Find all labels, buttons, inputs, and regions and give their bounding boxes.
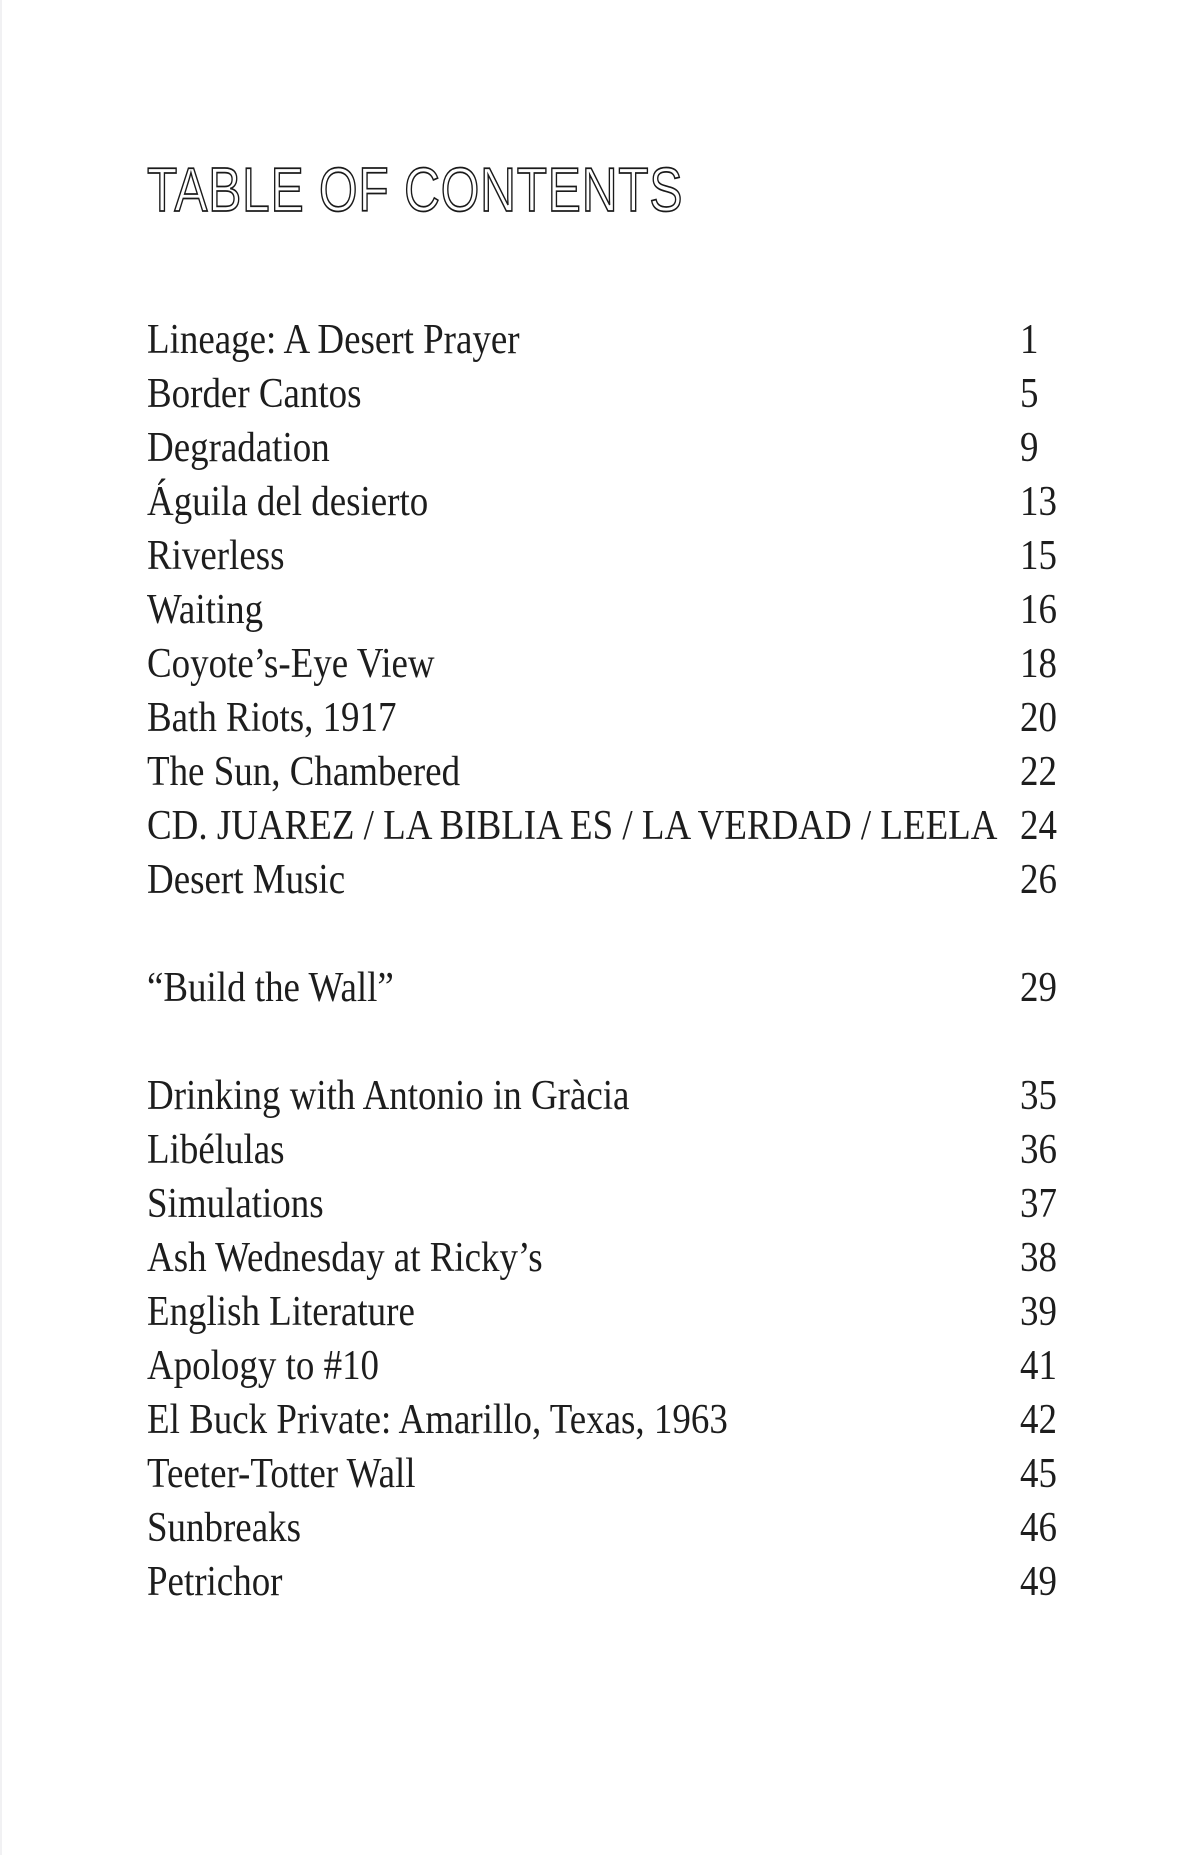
- entry-page-number: 49: [1020, 1559, 1057, 1605]
- toc-group-1: [147, 313, 1157, 907]
- entry-title: Coyote’s-Eye View: [147, 641, 435, 687]
- entry-title: Libélulas: [147, 1127, 285, 1173]
- entry-page-number: 45: [1020, 1451, 1057, 1497]
- toc-group-2: [147, 961, 1157, 1015]
- toc-group-3: [147, 1069, 1157, 1609]
- toc-entry: [147, 1393, 1157, 1447]
- toc-entry: [147, 367, 1157, 421]
- entry-page-number: 46: [1020, 1505, 1057, 1551]
- toc-entry: [147, 475, 1157, 529]
- page-title: TABLE OF CONTENTS: [147, 156, 684, 225]
- entry-title: Águila del desierto: [147, 479, 429, 525]
- toc-entry: [147, 583, 1157, 637]
- entry-title: Bath Riots, 1917: [147, 695, 397, 741]
- toc-list: [147, 313, 1157, 1609]
- entry-page-number: 41: [1020, 1343, 1057, 1389]
- entry-title: Border Cantos: [147, 371, 362, 417]
- toc-entry: [147, 529, 1157, 583]
- toc-entry: [147, 1501, 1157, 1555]
- toc-entry: [147, 961, 1157, 1015]
- entry-title: Degradation: [147, 425, 330, 471]
- entry-title: Apology to #10: [147, 1343, 380, 1389]
- entry-title: Riverless: [147, 533, 285, 579]
- entry-page-number: 37: [1020, 1181, 1057, 1227]
- entry-page-number: 24: [1020, 803, 1057, 849]
- toc-entry: [147, 1231, 1157, 1285]
- entry-page-number: 29: [1020, 965, 1057, 1011]
- toc-entry: [147, 637, 1157, 691]
- toc-entry: [147, 691, 1157, 745]
- entry-title: Lineage: A Desert Prayer: [147, 317, 520, 363]
- toc-entry: [147, 745, 1157, 799]
- entry-page-number: 13: [1020, 479, 1057, 525]
- entry-page-number: 35: [1020, 1073, 1057, 1119]
- entry-title: Teeter-Totter Wall: [147, 1451, 416, 1497]
- entry-page-number: 42: [1020, 1397, 1057, 1443]
- toc-entry: [147, 853, 1157, 907]
- entry-page-number: 22: [1020, 749, 1057, 795]
- entry-page-number: 39: [1020, 1289, 1057, 1335]
- entry-page-number: 9: [1020, 425, 1039, 471]
- toc-entry: [147, 1285, 1157, 1339]
- toc-entry: [147, 421, 1157, 475]
- entry-title: English Literature: [147, 1289, 415, 1335]
- entry-title: Simulations: [147, 1181, 324, 1227]
- entry-page-number: 18: [1020, 641, 1057, 687]
- entry-page-number: 15: [1020, 533, 1057, 579]
- toc-entry: [147, 1339, 1157, 1393]
- entry-title: Drinking with Antonio in Gràcia: [147, 1073, 630, 1119]
- entry-title: El Buck Private: Amarillo, Texas, 1963: [147, 1397, 728, 1443]
- toc-entry: [147, 313, 1157, 367]
- entry-title: Waiting: [147, 587, 264, 633]
- entry-page-number: 16: [1020, 587, 1057, 633]
- entry-title: Ash Wednesday at Ricky’s: [147, 1235, 543, 1281]
- entry-title: “Build the Wall”: [147, 965, 394, 1011]
- entry-page-number: 20: [1020, 695, 1057, 741]
- toc-entry: [147, 1069, 1157, 1123]
- entry-title: Petrichor: [147, 1559, 283, 1605]
- toc-entry: [147, 1123, 1157, 1177]
- toc-entry: [147, 1177, 1157, 1231]
- entry-page-number: 1: [1020, 317, 1039, 363]
- entry-page-number: 36: [1020, 1127, 1057, 1173]
- entry-title: Sunbreaks: [147, 1505, 301, 1551]
- toc-entry: [147, 799, 1157, 853]
- entry-page-number: 38: [1020, 1235, 1057, 1281]
- entry-page-number: 5: [1020, 371, 1039, 417]
- toc-entry: [147, 1447, 1157, 1501]
- entry-title: The Sun, Chambered: [147, 749, 461, 795]
- toc-entry: [147, 1555, 1157, 1609]
- entry-title: CD. JUAREZ / LA BIBLIA ES / LA VERDAD / LEELA: [147, 803, 998, 849]
- entry-page-number: 26: [1020, 857, 1057, 903]
- entry-title: Desert Music: [147, 857, 346, 903]
